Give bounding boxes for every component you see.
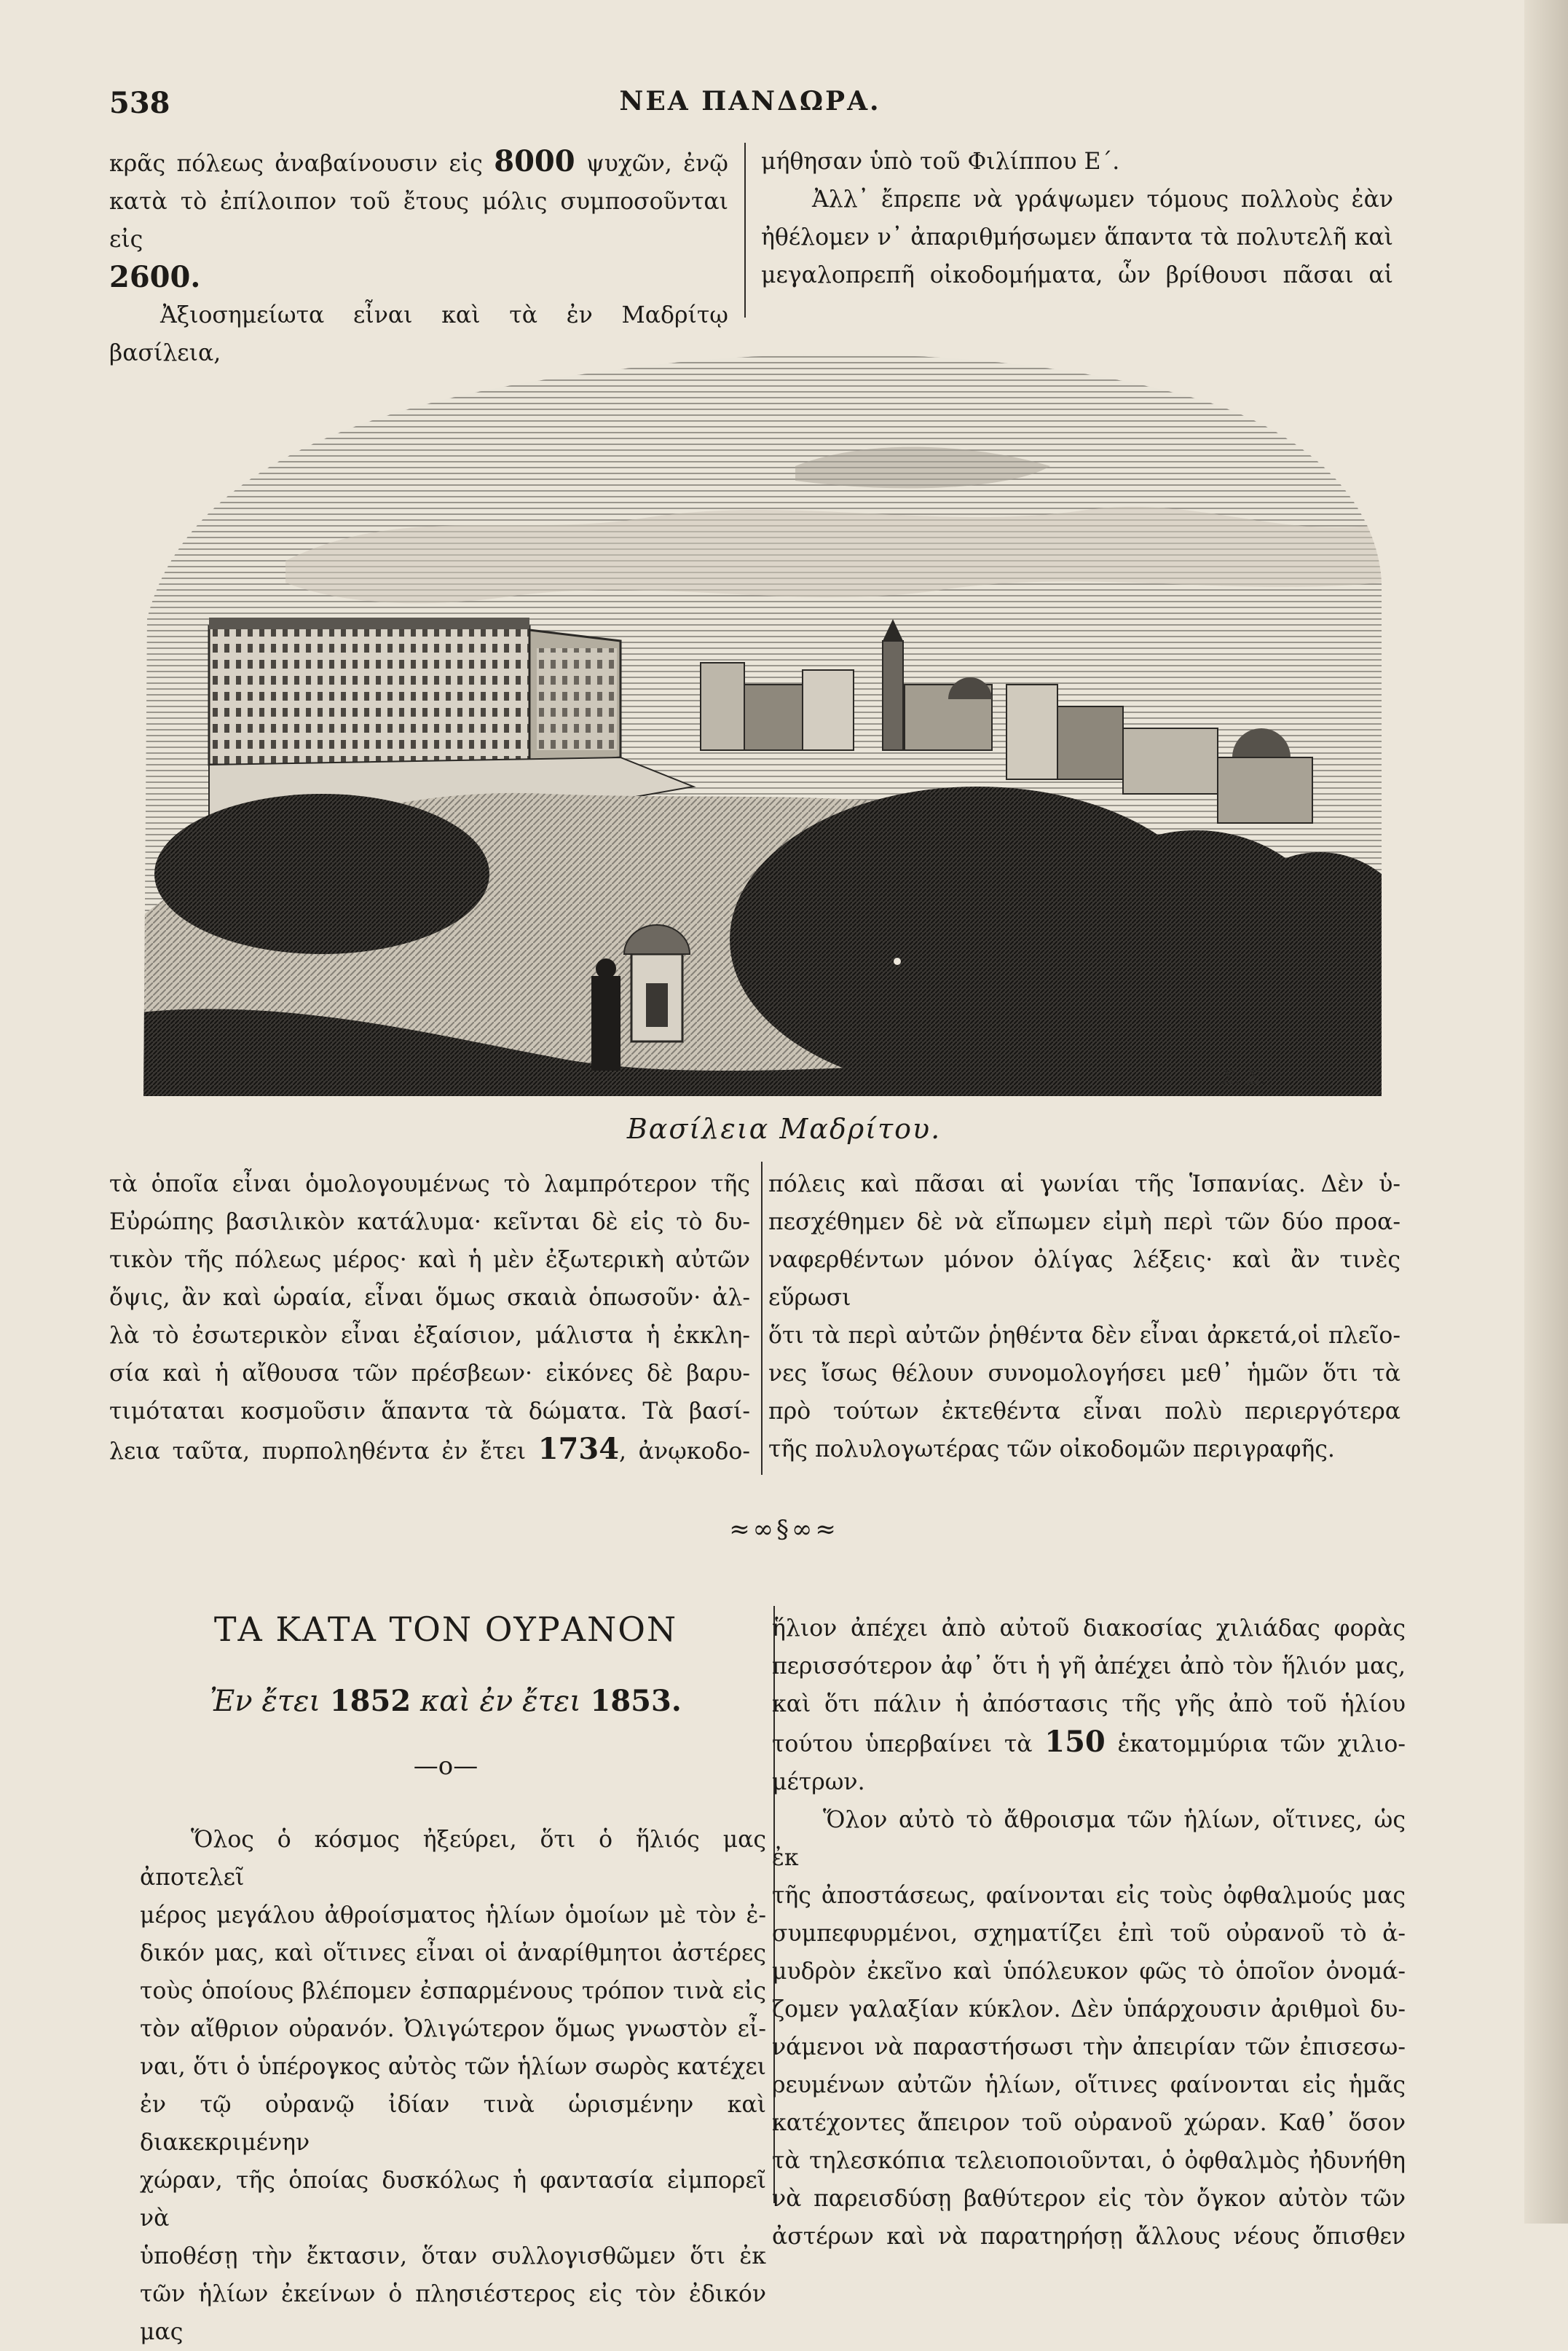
number-emphasis: 150 <box>1044 1725 1106 1759</box>
text-line: Ὅλον αὐτὸ τὸ ἄθροισμα τῶν ἡλίων, οἵτινες, ὡς ἐκ <box>772 1807 1406 1871</box>
title-separator: —ο— <box>413 1752 478 1781</box>
middle-left-column <box>109 1165 750 1470</box>
text-line: πεσχέθημεν δὲ νὰ εἴπωμεν εἰμὴ περὶ τῶν δύο προα- <box>768 1209 1400 1235</box>
section-ornament: ≈∞§∞≈ <box>729 1515 839 1544</box>
text-line: ὑποθέσῃ τὴν ἔκτασιν, ὅταν συλλογισθῶμεν ὅτι ἐκ <box>140 2243 766 2269</box>
text-line: τῆς ἀποστάσεως, φαίνονται εἰς τοὺς ὀφθαλμούς μας <box>772 1883 1406 1909</box>
text-line: λεια ταῦτα, πυρποληθέντα ἐν ἔτει 1734, ἀνῳκοδο- <box>109 1432 751 1466</box>
text-line: νάμενοι νὰ παραστήσωσι τὴν ἀπειρίαν τῶν ἐπισεσω- <box>772 2034 1406 2060</box>
text-line: ρευμένων αὐτῶν ἡλίων, οἵτινες φαίνονται εἰς ἡμᾶς <box>772 2072 1406 2098</box>
column-rule-middle <box>761 1162 763 1475</box>
text-line: Εὐρώπης βασιλικὸν κατάλυμα· κεῖνται δὲ εἰς τὸ δυ- <box>109 1209 750 1235</box>
text-line: μεγαλοπρεπῆ οἰκοδομήματα, ὧν βρίθουσι πᾶσαι αἱ <box>761 262 1393 288</box>
article-title: ΤΑ ΚΑΤΑ ΤΟΝ ΟΥΡΑΝΟΝ <box>213 1610 678 1649</box>
text-line: τῶν ἡλίων ἐκείνων ὁ πλησιέστερος εἰς τὸν ἐδικόν μας <box>140 2281 766 2345</box>
text-line: κατέχοντες ἄπειρον τοῦ οὐρανοῦ χώραν. Καθ᾽ ὅσον <box>772 2110 1406 2136</box>
text-line: σία καὶ ἡ αἴθουσα τῶν πρέσβεων· εἰκόνες δὲ βαρυ- <box>109 1360 750 1387</box>
number-emphasis: 8000 <box>494 144 575 178</box>
text-line: ἠθέλομεν ν᾽ ἀπαριθμήσωμεν ἅπαντα τὰ πολυτελῆ καὶ <box>761 224 1393 251</box>
text-line: τοὺς ὁποίους βλέπομεν ἐσπαρμένους τρόπον τινὰ εἰς <box>140 1978 766 2004</box>
text-line: ναφερθέντων μόνον ὀλίγας λέξεις· καὶ ἂν τινὲς εὕρωσι <box>768 1247 1400 1311</box>
text-line: τιμόταται κοσμοῦσιν ἅπαντα τὰ δώματα. Τὰ βασί- <box>109 1398 750 1425</box>
text-line: κρᾶς πόλεως ἀναβαίνουσιν εἰς 8000 ψυχῶν, ἐνῷ <box>109 144 728 178</box>
page-number: 538 <box>109 86 170 120</box>
text-line: ναι, ὅτι ὁ ὑπέρογκος αὐτὸς τῶν ἡλίων σωρὸς κατέχει <box>140 2054 766 2080</box>
year-emphasis: 1734 <box>537 1432 620 1466</box>
running-title: ΝΕΑ ΠΑΝΔΩΡΑ. <box>619 86 881 117</box>
article-right-column <box>772 1610 1406 2256</box>
text-line: πρὸ τούτων ἐκτεθέντα εἶναι πολὺ περιεργότερα <box>768 1398 1400 1425</box>
year-1853: 1853. <box>590 1684 682 1718</box>
text-line: τὰ τηλεσκόπια τελειοποιοῦνται, ὁ ὀφθαλμὸς ἠδυνήθη <box>772 2148 1406 2174</box>
engraving-image <box>140 320 1385 1108</box>
page-header <box>109 86 1391 130</box>
illustration-caption: Βασίλεια Μαδρίτου. <box>626 1113 942 1145</box>
text-line: μέρος μεγάλου ἀθροίσματος ἡλίων ὁμοίων μὲ τὸν ἐ- <box>140 1902 766 1929</box>
text-line: πόλεις καὶ πᾶσαι αἱ γωνίαι τῆς Ἱσπανίας. Δὲν ὑ- <box>768 1171 1400 1197</box>
text-line: ὄψις, ἂν καὶ ὡραία, εἶναι ὅμως σκαιὰ ὁπωσοῦν· ἀλ- <box>109 1285 750 1311</box>
text-line: Ἀλλ᾽ ἔπρεπε νὰ γράψωμεν τόμους πολλοὺς ἐὰν <box>812 186 1393 213</box>
text-line: ἥλιον ἀπέχει ἀπὸ αὐτοῦ διακοσίας χιλιάδας φορὰς <box>772 1615 1406 1642</box>
text-line: τὸν αἴθριον οὐρανόν. Ὀλιγώτερον ὅμως γνωστὸν εἶ- <box>140 2016 766 2042</box>
text-line: τὰ ὁποῖα εἶναι ὁμολογουμένως τὸ λαμπρότερον τῆς <box>109 1171 750 1197</box>
text-line: Ὅλος ὁ κόσμος ἠξεύρει, ὅτι ὁ ἥλιός μας ἀποτελεῖ <box>140 1827 766 1891</box>
text-line: περισσότερον ἀφ᾽ ὅτι ἡ γῆ ἀπέχει ἀπὸ τὸν ἥλιόν μας, <box>772 1653 1406 1679</box>
page-edge-shadow <box>1524 0 1568 2224</box>
text-line: ἀστέρων καὶ νὰ παρατηρήσῃ ἄλλους νέους ὄπισθεν <box>772 2224 1406 2250</box>
text-line: μυδρὸν ἐκεῖνο καὶ ὑπόλευκον φῶς τὸ ὁποῖον ὀνομά- <box>772 1958 1406 1985</box>
text-line: τικὸν τῆς πόλεως μέρος· καὶ ἡ μὲν ἐξωτερικὴ αὐτῶν <box>109 1247 750 1273</box>
column-rule-top <box>744 143 746 318</box>
text-line: συμπεφυρμένοι, σχηματίζει ἐπὶ τοῦ οὐρανοῦ τὸ ἀ- <box>772 1921 1406 1947</box>
text-line: τῆς πολυλογωτέρας τῶν οἰκοδομῶν περιγραφῆς. <box>768 1436 1335 1462</box>
text-line: τούτου ὑπερβαίνει τὰ 150 ἑκατομμύρια τῶν χιλιο- <box>772 1725 1406 1759</box>
text-line: ζομεν γαλαξίαν κύκλον. Δὲν ὑπάρχουσιν ἀριθμοὶ δυ- <box>772 1996 1406 2023</box>
madrid-palace-engraving <box>140 320 1385 1108</box>
text-line: χώραν, τῆς ὁποίας δυσκόλως ἡ φαντασία εἰμπορεῖ νὰ <box>140 2167 766 2232</box>
article-subtitle: Ἐν ἔτει 1852 καὶ ἐν ἔτει 1853. <box>210 1684 682 1718</box>
text-line: μέτρων. <box>772 1769 865 1795</box>
top-right-column <box>761 143 1393 294</box>
text-line: ὅτι τὰ περὶ αὐτῶν ῥηθέντα δὲν εἶναι ἀρκετά,οἱ πλεῖο- <box>768 1323 1400 1349</box>
article-left-column <box>140 1821 766 2351</box>
engraver-signature: Σ. Σ. <box>1221 1067 1266 1089</box>
text-line: δικόν μας, καὶ οἵτινες εἶναι οἱ ἀναρίθμητοι ἀστέρες <box>140 1940 766 1966</box>
text-line: καὶ ὅτι πάλιν ἡ ἀπόστασις τῆς γῆς ἀπὸ τοῦ ἡλίου <box>772 1691 1406 1717</box>
text-line: νὰ παρεισδύσῃ βαθύτερον εἰς τὸν ὄγκον αὐτὸν τῶν <box>772 2186 1406 2212</box>
year-1852: 1852 <box>329 1684 411 1718</box>
text-line: νες ἴσως θέλουν συνομολογήσει μεθ᾽ ἡμῶν ὅτι τὰ <box>768 1360 1400 1387</box>
text-line: κατὰ τὸ ἐπίλοιπον τοῦ ἔτους μόλις συμποσοῦνται εἰς <box>109 189 728 253</box>
text-line: 2600. <box>109 260 201 294</box>
text-line: μήθησαν ὑπὸ τοῦ Φιλίππου Ε΄. <box>761 149 1120 175</box>
text-line: Ἀξιοσημείωτα εἶναι καὶ τὰ ἐν Μαδρίτῳ βασίλεια, <box>109 302 728 366</box>
text-line: ἐν τῷ οὐρανῷ ἰδίαν τινὰ ὡρισμένην καὶ διακεκριμένην <box>140 2092 766 2156</box>
text-line: λὰ τὸ ἐσωτερικὸν εἶναι ἐξαίσιον, μάλιστα ἡ ἐκκλη- <box>109 1323 750 1349</box>
middle-right-column <box>768 1165 1400 1468</box>
